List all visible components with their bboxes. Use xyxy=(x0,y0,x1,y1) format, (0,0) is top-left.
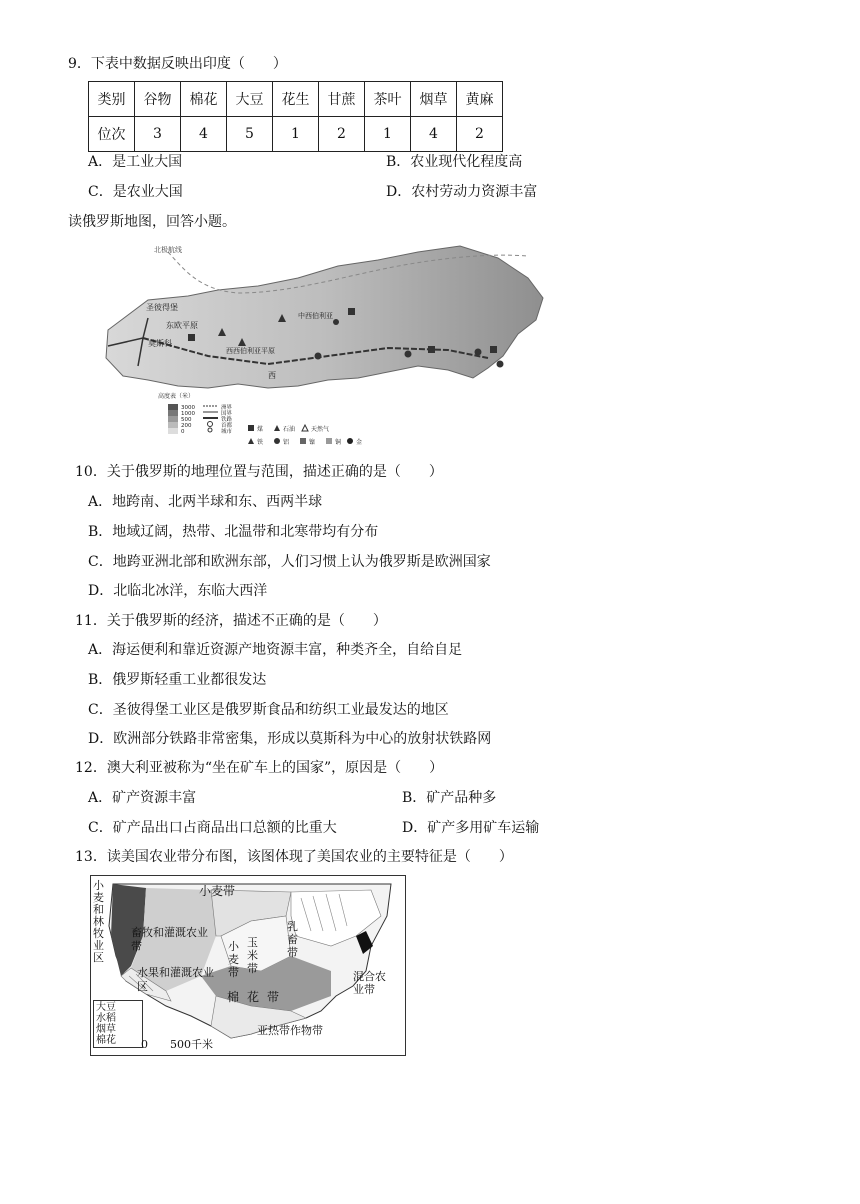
table-cell: 棉花 xyxy=(181,82,227,117)
q9-option-a[interactable]: A．是工业大国 xyxy=(88,154,183,170)
label-subtropical: 亚热带作物带 xyxy=(257,1024,323,1037)
q10-stem: 10．关于俄罗斯的地理位置与范围，描述正确的是（ ） xyxy=(75,464,443,480)
map-legend xyxy=(158,392,362,446)
legend-tobacco: 烟草 xyxy=(96,1024,116,1035)
table-cell: 3 xyxy=(135,117,181,152)
intro-text: 读俄罗斯地图，回答小题。 xyxy=(68,214,236,230)
legend-line: 国界 xyxy=(221,411,233,417)
legend-soybean: 大豆 xyxy=(96,1002,116,1013)
table-cell: 大豆 xyxy=(227,82,273,117)
q12-stem: 12．澳大利亚被称为“坐在矿车上的国家”，原因是（ ） xyxy=(75,760,444,776)
table-cell: 4 xyxy=(411,117,457,152)
q9-option-b[interactable]: B．农业现代化程度高 xyxy=(386,154,523,170)
label-wsib: 西西伯利亚平原 xyxy=(226,347,275,355)
table-cell: 1 xyxy=(273,117,319,152)
legend-level: 500 xyxy=(181,417,192,423)
label-fruit: 水果和灌溉农业区 xyxy=(137,966,214,993)
q11-option-c[interactable]: C．圣彼得堡工业区是俄罗斯食品和纺织工业最发达的地区 xyxy=(88,702,449,718)
legend-resource: 石油 xyxy=(283,426,296,433)
q12-option-a[interactable]: A．矿产资源丰富 xyxy=(88,790,197,806)
table-cell: 谷物 xyxy=(135,82,181,117)
legend-line: 城市 xyxy=(221,429,233,435)
table-cell: 2 xyxy=(457,117,503,152)
us-map-legend xyxy=(93,1000,143,1048)
q9-stem: 9．下表中数据反映出印度（ ） xyxy=(68,56,287,72)
label-mixed: 混合农业带 xyxy=(353,970,386,996)
label-corn: 玉米带 xyxy=(247,936,258,975)
q10-option-b[interactable]: B．地域辽阔，热带、北温带和北寒带均有分布 xyxy=(88,524,379,540)
label-plain: 东欧平原 xyxy=(166,321,198,330)
table-cell: 甘蔗 xyxy=(319,82,365,117)
q12-option-c[interactable]: C．矿产品出口占商品出口总额的比重大 xyxy=(88,820,337,836)
legend-line: 首都 xyxy=(221,423,233,429)
label-route: 北极航线 xyxy=(154,246,182,254)
table-cell: 4 xyxy=(181,117,227,152)
label-cotton: 棉花带 xyxy=(227,990,288,1004)
legend-title: 高度表（米） xyxy=(158,393,195,400)
india-crop-table xyxy=(88,81,503,152)
table-cell: 2 xyxy=(319,117,365,152)
label-wheat-forest: 小麦和林牧业区 xyxy=(93,879,104,964)
label-spb: 圣彼得堡 xyxy=(146,303,178,312)
legend-level: 1000 xyxy=(181,411,195,417)
legend-resource: 镍 xyxy=(309,439,316,446)
legend-resource: 铜 xyxy=(335,439,342,446)
label-wheat-top: 小麦带 xyxy=(199,884,236,898)
table-cell: 类别 xyxy=(89,82,135,117)
legend-level: 3000 xyxy=(181,405,195,411)
legend-resource: 煤 xyxy=(257,426,264,433)
table-cell: 黄麻 xyxy=(457,82,503,117)
legend-cotton: 棉花 xyxy=(96,1035,116,1046)
legend-rice: 水稻 xyxy=(96,1013,116,1024)
label-wheat-mid: 小麦带 xyxy=(228,940,239,979)
q10-option-c[interactable]: C．地跨亚洲北部和欧洲东部，人们习惯上认为俄罗斯是欧洲国家 xyxy=(88,554,491,570)
q11-option-a[interactable]: A．海运便利和靠近资源产地资源丰富，种类齐全，自给自足 xyxy=(88,642,463,658)
legend-level: 0 xyxy=(181,429,185,435)
q11-option-d[interactable]: D．欧洲部分铁路非常密集，形成以莫斯科为中心的放射状铁路网 xyxy=(88,731,492,747)
label-csib: 中西伯利亚 xyxy=(298,312,333,320)
label-west: 西 xyxy=(268,371,276,380)
legend-resource: 金 xyxy=(356,439,363,446)
legend-resource: 天然气 xyxy=(311,426,330,433)
table-cell: 位次 xyxy=(89,117,135,152)
table-header-row xyxy=(89,82,503,117)
q13-stem: 13．读美国农业带分布图，该图体现了美国农业的主要特征是（ ） xyxy=(75,849,513,865)
table-cell: 茶叶 xyxy=(365,82,411,117)
q11-option-b[interactable]: B．俄罗斯轻重工业都很发达 xyxy=(88,672,267,688)
label-moscow: 莫斯科 xyxy=(148,339,172,348)
legend-level: 200 xyxy=(181,423,192,429)
table-cell: 烟草 xyxy=(411,82,457,117)
q11-stem: 11．关于俄罗斯的经济，描述不正确的是（ ） xyxy=(75,613,387,629)
russia-map xyxy=(88,238,550,450)
table-cell: 1 xyxy=(365,117,411,152)
q12-option-b[interactable]: B．矿产品种多 xyxy=(402,790,497,806)
table-cell: 花生 xyxy=(273,82,319,117)
table-row xyxy=(89,117,503,152)
q9-option-d[interactable]: D．农村劳动力资源丰富 xyxy=(386,184,538,200)
label-ranch: 畜牧和灌溉农业带 xyxy=(131,926,208,953)
legend-resource: 铝 xyxy=(283,439,290,446)
q9-option-c[interactable]: C．是农业大国 xyxy=(88,184,183,200)
label-dairy: 乳畜带 xyxy=(287,920,298,959)
table-cell: 5 xyxy=(227,117,273,152)
q12-option-d[interactable]: D．矿产多用矿车运输 xyxy=(402,820,540,836)
legend-resource: 铁 xyxy=(257,439,264,446)
q10-option-d[interactable]: D．北临北冰洋，东临大西洋 xyxy=(88,583,268,599)
legend-line: 洲界 xyxy=(221,405,233,411)
q10-option-a[interactable]: A．地跨南、北两半球和东、西两半球 xyxy=(88,494,323,510)
us-agriculture-map xyxy=(90,875,406,1056)
scale-bar: 0 500千米 xyxy=(141,1038,213,1051)
legend-line: 铁路 xyxy=(221,417,233,423)
